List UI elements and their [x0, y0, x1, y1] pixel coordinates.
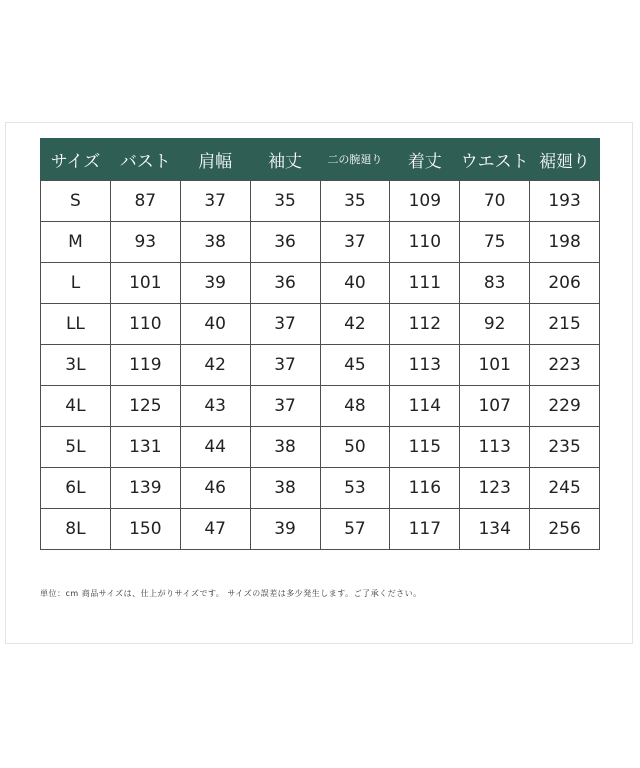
table-cell: 43 [180, 386, 250, 427]
table-cell: 125 [110, 386, 180, 427]
table-row [41, 345, 600, 386]
table-cell: 70 [460, 181, 530, 222]
table-cell: 42 [180, 345, 250, 386]
header-length: 着丈 [390, 138, 460, 181]
table-cell: 38 [250, 468, 320, 509]
table-cell: 44 [180, 427, 250, 468]
table-cell: 37 [250, 345, 320, 386]
header-bust: バスト [110, 138, 180, 181]
size-cell: 3L [41, 345, 111, 386]
header-size: サイズ [41, 138, 111, 181]
table-cell: 215 [530, 304, 600, 345]
header-upper-arm: 二の腕廻り [320, 138, 390, 181]
size-cell: LL [41, 304, 111, 345]
table-cell: 235 [530, 427, 600, 468]
table-cell: 46 [180, 468, 250, 509]
header-sleeve: 袖丈 [250, 138, 320, 181]
table-cell: 36 [250, 263, 320, 304]
table-cell: 134 [460, 509, 530, 550]
table-cell: 92 [460, 304, 530, 345]
size-cell: 8L [41, 509, 111, 550]
table-cell: 206 [530, 263, 600, 304]
table-cell: 256 [530, 509, 600, 550]
table-cell: 39 [180, 263, 250, 304]
table-cell: 223 [530, 345, 600, 386]
table-row [41, 427, 600, 468]
table-cell: 50 [320, 427, 390, 468]
header-shoulder: 肩幅 [180, 138, 250, 181]
table-cell: 45 [320, 345, 390, 386]
table-row [41, 468, 600, 509]
table-row [41, 509, 600, 550]
table-cell: 193 [530, 181, 600, 222]
table-cell: 47 [180, 509, 250, 550]
size-cell: M [41, 222, 111, 263]
table-row [41, 263, 600, 304]
header-waist: ウエスト [460, 138, 530, 181]
size-cell: 6L [41, 468, 111, 509]
table-cell: 116 [390, 468, 460, 509]
table-cell: 40 [180, 304, 250, 345]
table-row [41, 181, 600, 222]
table-cell: 37 [250, 304, 320, 345]
size-cell: S [41, 181, 111, 222]
table-cell: 53 [320, 468, 390, 509]
header-hem: 裾廻り [530, 138, 600, 181]
table-cell: 110 [390, 222, 460, 263]
table-cell: 83 [460, 263, 530, 304]
table-cell: 123 [460, 468, 530, 509]
note-text: 単位：cm 商品サイズは、仕上がりサイズです。 サイズの誤差は多少発生します。ご了承ください。 [40, 589, 422, 598]
size-cell: 4L [41, 386, 111, 427]
table-cell: 110 [110, 304, 180, 345]
table-cell: 48 [320, 386, 390, 427]
table-cell: 38 [250, 427, 320, 468]
table-cell: 35 [320, 181, 390, 222]
table-cell: 119 [110, 345, 180, 386]
table-cell: 42 [320, 304, 390, 345]
table-cell: 115 [390, 427, 460, 468]
table-cell: 198 [530, 222, 600, 263]
table-cell: 37 [320, 222, 390, 263]
table-cell: 40 [320, 263, 390, 304]
table-cell: 75 [460, 222, 530, 263]
table-cell: 113 [460, 427, 530, 468]
table-cell: 229 [530, 386, 600, 427]
table-cell: 37 [250, 386, 320, 427]
table-cell: 131 [110, 427, 180, 468]
table-cell: 111 [390, 263, 460, 304]
table-cell: 37 [180, 181, 250, 222]
table-cell: 35 [250, 181, 320, 222]
size-cell: L [41, 263, 111, 304]
table-cell: 101 [110, 263, 180, 304]
table-cell: 38 [180, 222, 250, 263]
table-cell: 57 [320, 509, 390, 550]
table-cell: 107 [460, 386, 530, 427]
table-cell: 139 [110, 468, 180, 509]
table-cell: 112 [390, 304, 460, 345]
table-cell: 39 [250, 509, 320, 550]
size-chart-table [40, 138, 600, 550]
size-cell: 5L [41, 427, 111, 468]
table-body [41, 181, 600, 550]
table-header-row [41, 138, 600, 181]
table-cell: 101 [460, 345, 530, 386]
table-cell: 114 [390, 386, 460, 427]
table-row [41, 222, 600, 263]
table-cell: 109 [390, 181, 460, 222]
table-cell: 36 [250, 222, 320, 263]
table-cell: 93 [110, 222, 180, 263]
table-cell: 245 [530, 468, 600, 509]
table-cell: 87 [110, 181, 180, 222]
table-row [41, 386, 600, 427]
table-row [41, 304, 600, 345]
table-cell: 150 [110, 509, 180, 550]
table-cell: 117 [390, 509, 460, 550]
table-cell: 113 [390, 345, 460, 386]
